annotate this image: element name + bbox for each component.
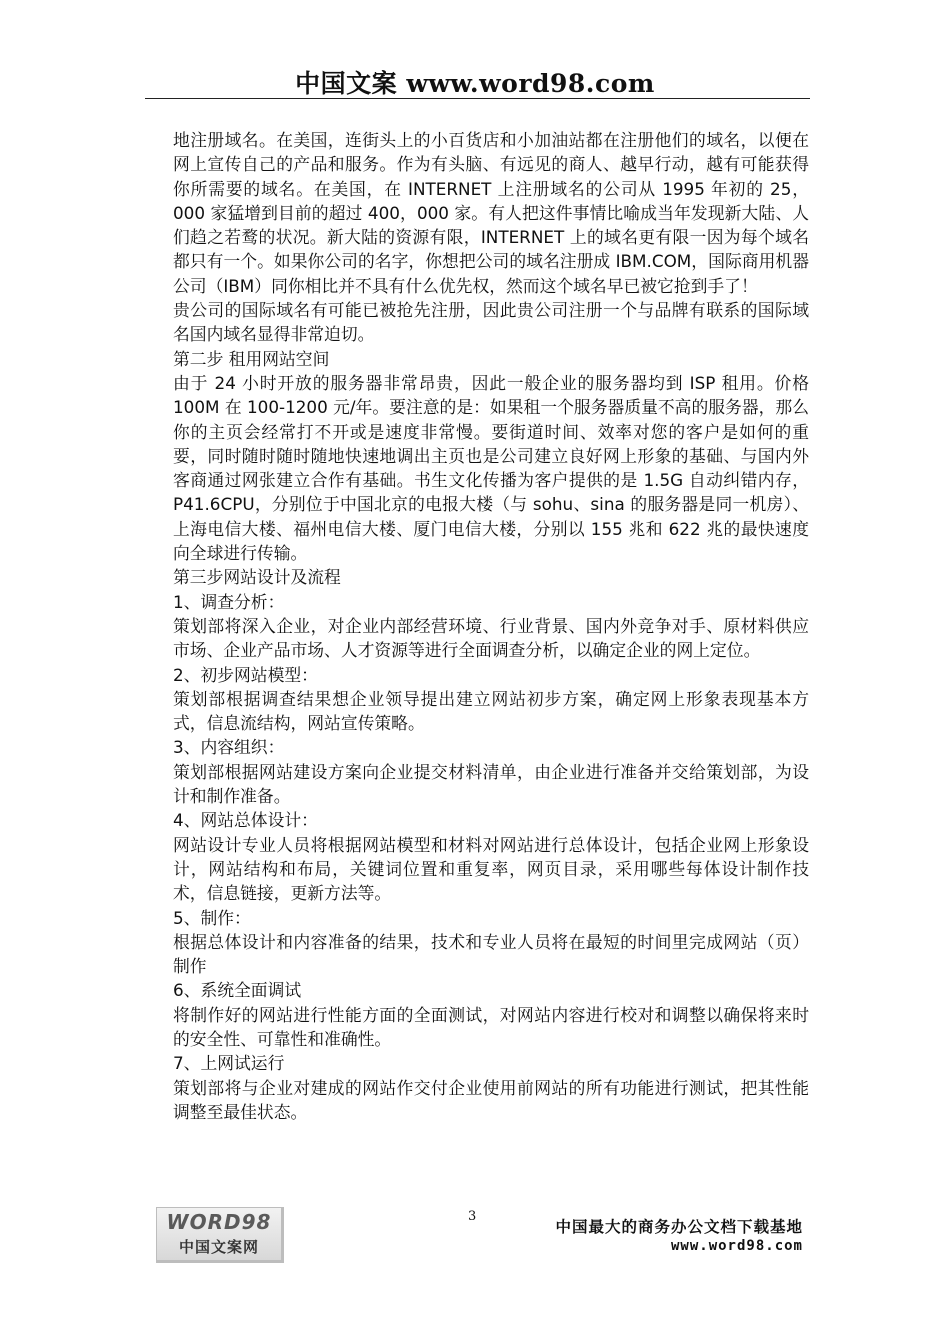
paragraph: 策划部将深入企业，对企业内部经营环境、行业背景、国内外竞争对手、原材料供应市场、企业产品市场、人才资源等进行全面调查分析，以确定企业的网上定位。 xyxy=(173,615,809,661)
section-heading: 第二步 租用网站空间 xyxy=(173,348,330,369)
document-body xyxy=(173,128,809,1124)
logo-subtitle: 中国文案网 xyxy=(178,1238,259,1256)
word98-logo xyxy=(156,1207,284,1263)
paragraph: 地注册域名。在美国，连街头上的小百货店和小加油站都在注册他们的域名，以便在网上宣传自己的产品和服务。作为有头脑、有远见的商人、越早行动，越有可能获得你所需要的域名。在美国，在 INTERNET 上注册域名的公司从 1995 年初的 25，000 家猛增到目前的超过 400，000 家。有人把这件事情比喻成当年发现新大陆、人们趋之若鹜的状况。新大陆的资源有限，INTERNET 上的域名更有限一因为每个域名都只有一个。如果你公司的名字，你想把公司的域名注册成 IBM.COM，国际商用机器公司（IBM）同你相比并不具有什么优先权，然而这个域名早已被它抢到手了！ xyxy=(173,130,809,296)
list-heading: 5、制作： xyxy=(173,907,251,928)
list-heading: 4、网站总体设计： xyxy=(173,810,318,831)
paragraph: 将制作好的网站进行性能方面的全面测试，对网站内容进行校对和调整以确保将来时的安全性、可靠性和准确性。 xyxy=(173,1004,809,1049)
list-heading: 6、系统全面调试 xyxy=(173,980,302,1001)
paragraph: 由于 24 小时开放的服务器非常昂贵，因此一般企业的服务器均到 ISP 租用。价格 100M 在 100-1200 元/年。要注意的是：如果租一个服务器质量不高的服务器，那么你的主页会经常打不开或是速度非常慢。要街道时间、效率对您的客户是如何的重要，同时随时随时随地快速地调出主页也是公司建立良好网上形象的基础、与国内外客商通过网张建立合作有基础。书生文化传播为客户提供的是 1.5G 自动纠错内存，P41.6CPU，分别位于中国北京的电报大楼（与 sohu、sina 的服务器是同一机房）、上海电信大楼、福州电信大楼、厦门电信大楼，分别以 155 兆和 622 兆的最快速度向全球进行传输。 xyxy=(173,372,809,564)
paragraph: 策划部根据网站建设方案向企业提交材料清单，由企业进行准备并交给策划部，为设计和制作准备。 xyxy=(173,761,809,807)
list-heading: 3、内容组织： xyxy=(173,737,285,758)
paragraph: 策划部根据调查结果想企业领导提出建立网站初步方案，确定网上形象表现基本方式，信息流结构，网站宣传策略。 xyxy=(173,688,809,734)
list-heading: 2、初步网站模型： xyxy=(173,664,318,685)
section-heading: 第三步网站设计及流程 xyxy=(173,567,341,588)
list-heading: 1、调查分析： xyxy=(173,591,285,612)
logo-wordmark: WORD98 xyxy=(166,1210,272,1234)
list-heading: 7、上网试运行 xyxy=(173,1053,285,1074)
header-divider xyxy=(145,98,810,99)
footer-url: www.word98.com xyxy=(670,1238,803,1254)
paragraph: 网站设计专业人员将根据网站模型和材料对网站进行总体设计，包括企业网上形象设计，网站结构和布局，关键词位置和重复率，网页目录，采用哪些每体设计制作技术，信息链接，更新方法等。 xyxy=(173,834,809,904)
footer-tagline: 中国最大的商务办公文档下载基地 xyxy=(555,1218,803,1236)
paragraph: 贵公司的国际域名有可能已被抢先注册，因此贵公司注册一个与品牌有联系的国际域名国内域名显得非常迫切。 xyxy=(173,300,809,345)
page-number: 3 xyxy=(468,1209,477,1224)
page-header-title: 中国文案 www.word98.com xyxy=(295,69,655,98)
paragraph: 策划部将与企业对建成的网站作交付企业使用前网站的所有功能进行测试，把其性能调整至最佳状态。 xyxy=(173,1077,809,1122)
paragraph: 根据总体设计和内容准备的结果，技术和专业人员将在最短的时间里完成网站（页）制作 xyxy=(173,931,809,977)
